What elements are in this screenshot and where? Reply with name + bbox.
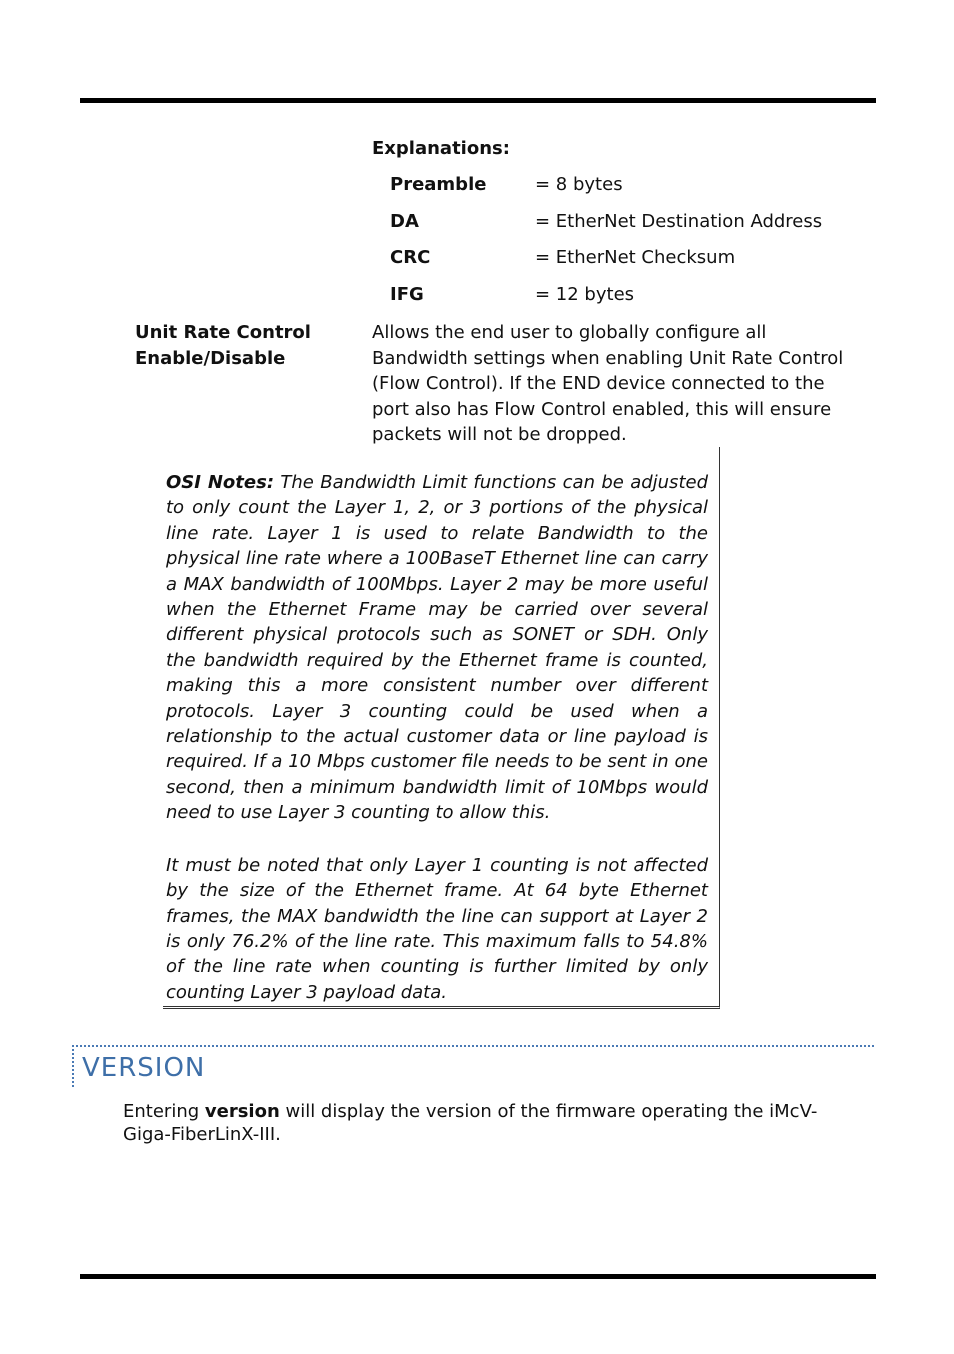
definition-row	[390, 246, 860, 270]
definition-value: = 8 bytes	[535, 174, 623, 195]
version-keyword: version	[204, 1101, 280, 1122]
parameter-name-line: Enable/Disable	[135, 348, 286, 369]
version-paragraph	[123, 1100, 843, 1146]
definition-row	[390, 173, 860, 197]
definition-value: = EtherNet Destination Address	[535, 211, 823, 232]
section-title: VERSION	[82, 1053, 206, 1083]
definition-term: Preamble	[390, 174, 487, 195]
definition-term: DA	[390, 211, 419, 232]
parameter-description: Allows the end user to globally configure all Bandwidth settings when enabling Unit Rate Control (Flow Control). If the END device connected to the port also has Flow Control enabled, this will ensure packets will not be dropped.	[372, 322, 844, 445]
osi-notes-text	[166, 470, 708, 1005]
definition-value: = 12 bytes	[535, 284, 635, 305]
version-text: Entering	[123, 1101, 205, 1122]
section-border-side	[72, 1045, 74, 1087]
definition-term: IFG	[390, 284, 424, 305]
osi-notes-label: OSI Notes:	[166, 472, 275, 493]
definition-row	[390, 283, 860, 307]
explanations-heading: Explanations:	[372, 138, 510, 159]
parameter-name	[135, 320, 355, 372]
header-rule	[80, 98, 876, 103]
parameter-name-line: Unit Rate Control	[135, 322, 311, 343]
osi-notes-paragraph: It must be noted that only Layer 1 counting is not affected by the size of the Ethernet frame. At 64 byte Ethernet frames, the MAX bandwidth the line can support at Layer 2 is only 76.2% of the line rate. This maximum falls to 54.8% of the line rate when counting is further limited by only counting Layer 3 payload data.	[166, 854, 708, 1003]
section-border	[72, 1045, 874, 1047]
version-text: will display the version of the firmware operating the iMcV-Giga-FiberLinX-III.	[123, 1101, 818, 1145]
osi-notes-body: The Bandwidth Limit functions can be adjusted to only count the Layer 1, 2, or 3 portions of the physical line rate. Layer 1 is used to relate Bandwidth to the physical line rate where a 100BaseT Ethernet line can carry a MAX bandwidth of 100Mbps. Layer 2 may be more useful when the Ethernet Frame may be carried over several different physical protocols such as SONET or SDH. Only the bandwidth required by the Ethernet frame is counted, making this a more consistent number over different protocols. Layer 3 counting could be used when a relationship to the actual customer data or line payload is required. If a 10 Mbps customer file needs to be sent in one second, then a minimum bandwidth limit of 10Mbps would need to use Layer 3 counting to allow this.	[166, 472, 708, 824]
osi-notes-paragraph	[166, 470, 708, 826]
definition-term: CRC	[390, 247, 431, 268]
footer-rule	[80, 1274, 876, 1279]
definition-value: = EtherNet Checksum	[535, 247, 736, 268]
definition-row	[390, 210, 860, 234]
